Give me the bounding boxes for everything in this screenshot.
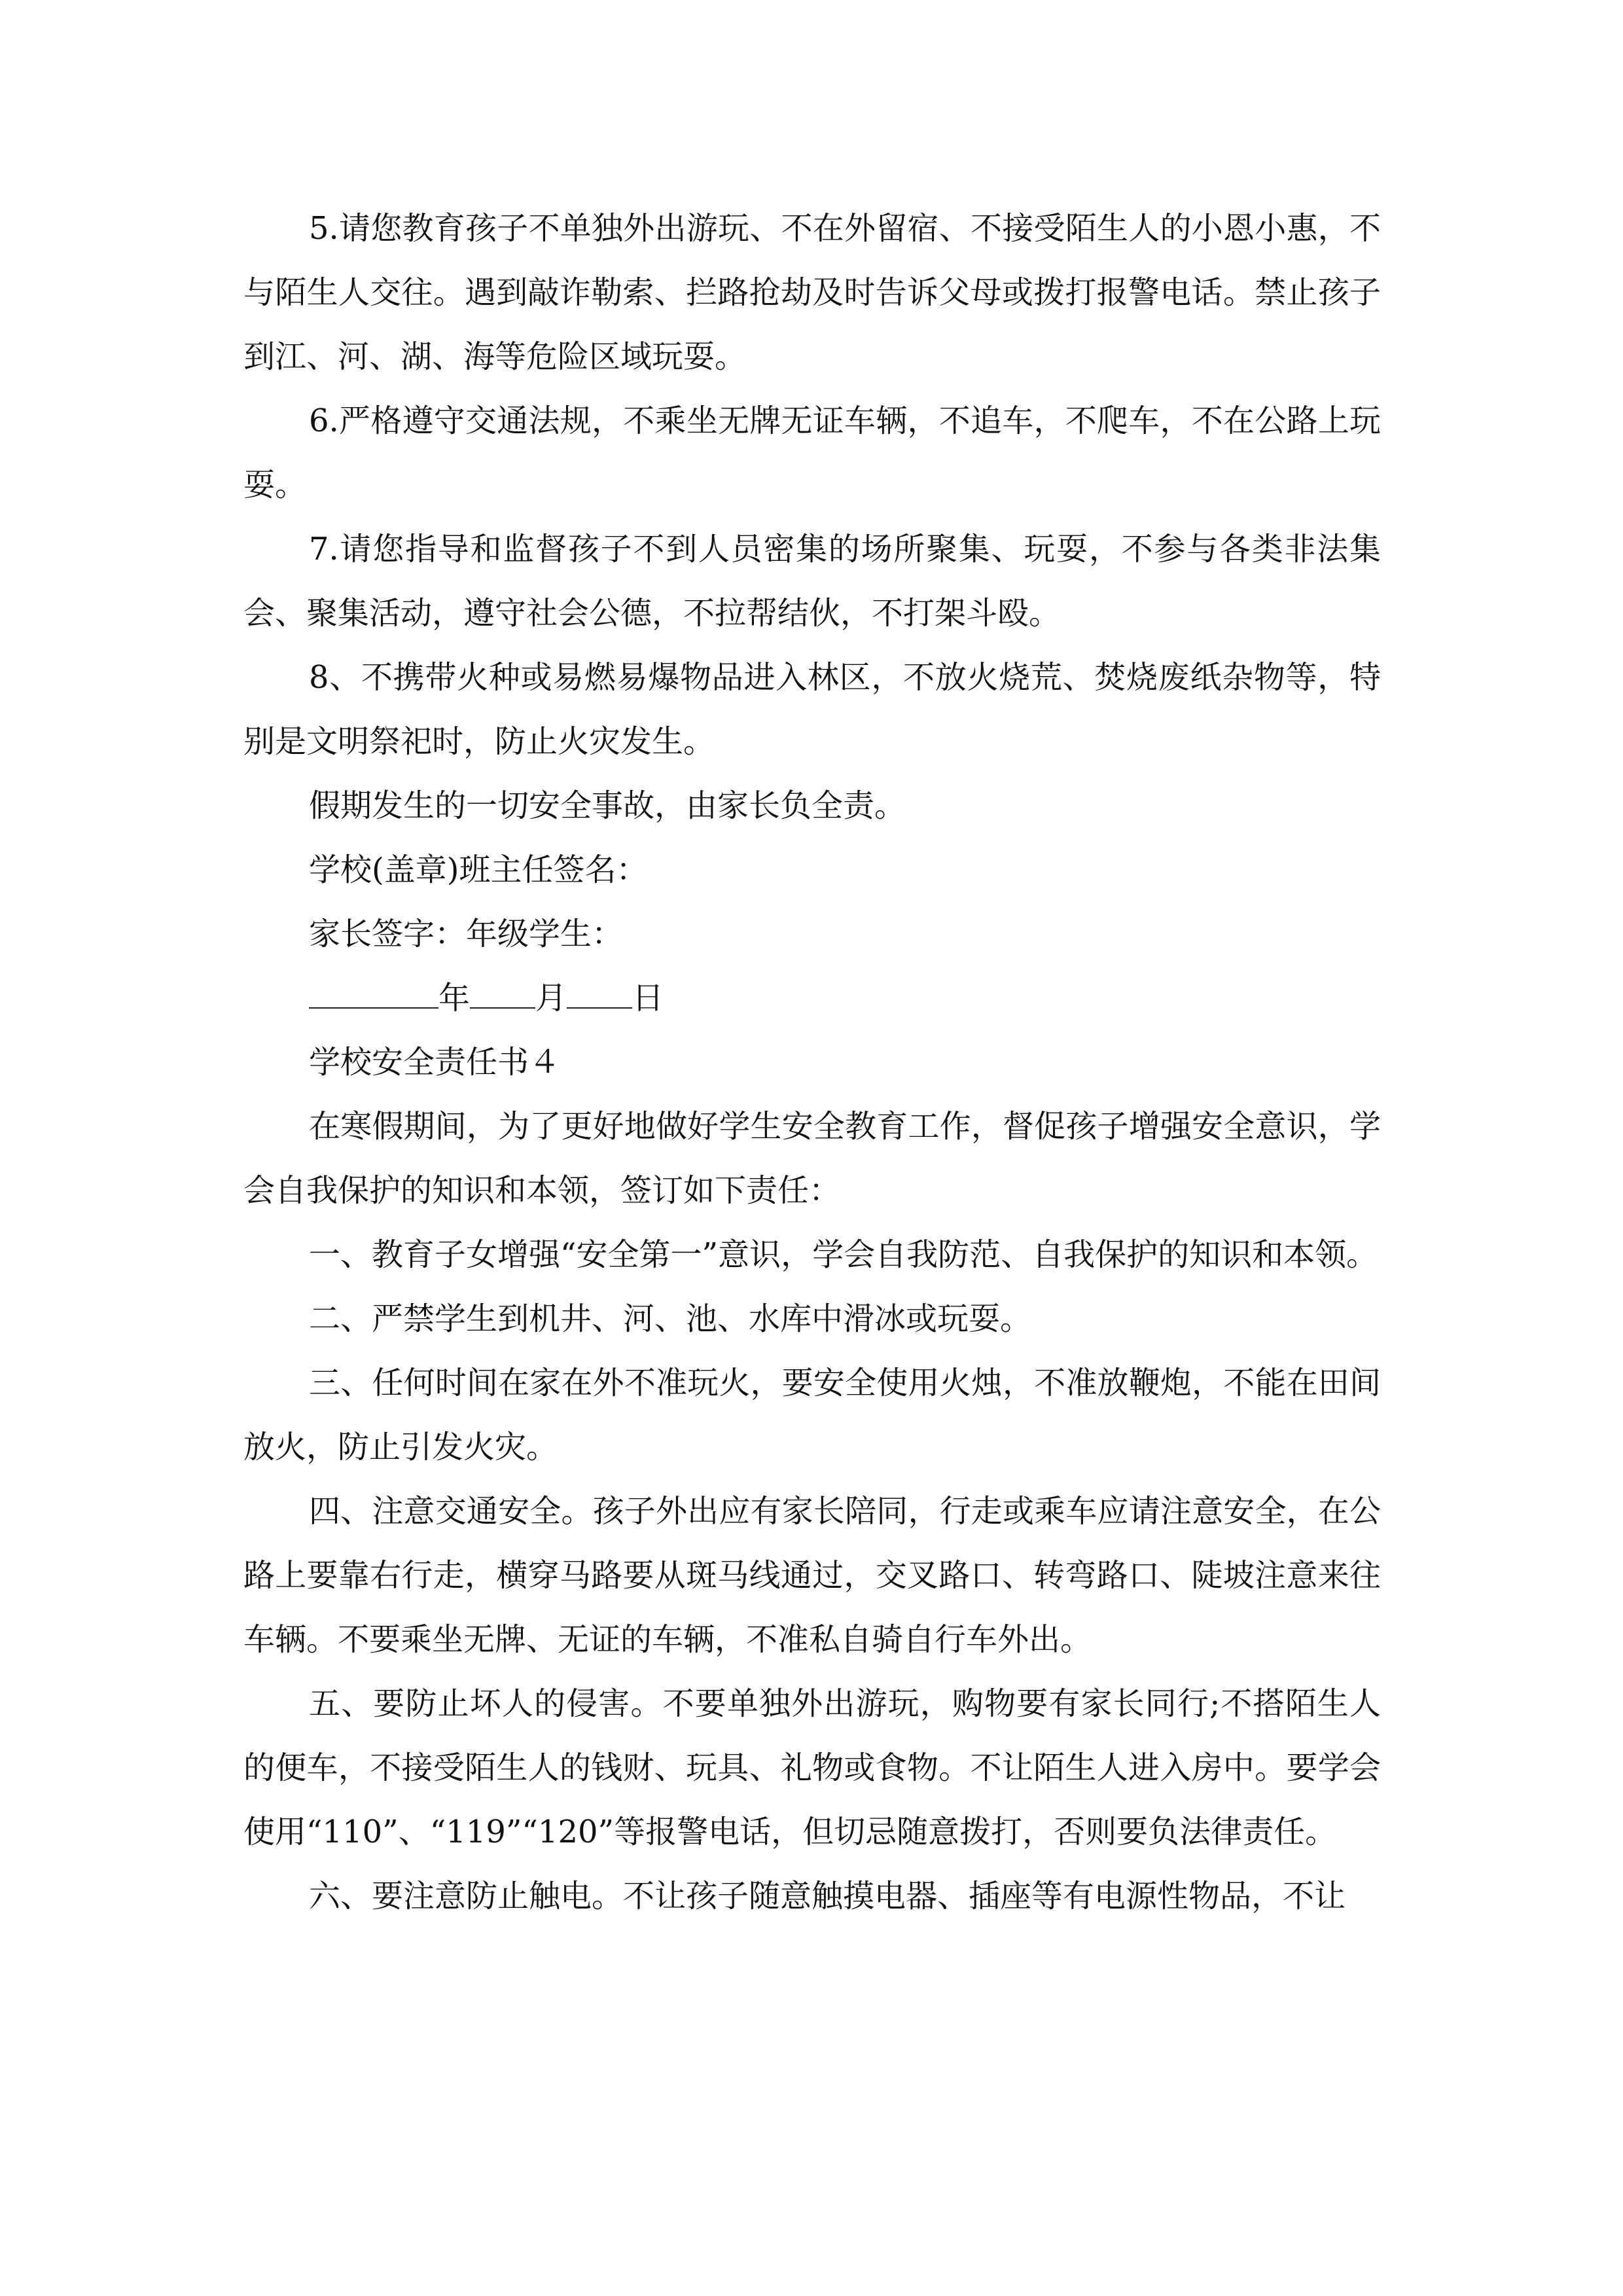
- section-intro: 在寒假期间，为了更好地做好学生安全教育工作，督促孩子增强安全意识，学会自我保护的知识和本领，签订如下责任：: [243, 1108, 1381, 1209]
- paragraph-item-5: 5.请您教育孩子不单独外出游玩、不在外留宿、不接受陌生人的小恩小惠，不与陌生人交往。遇到敲诈勒索、拦路抢劫及时告诉父母或拨打报警电话。禁止孩子到江、河、湖、海等危险区域玩耍。: [243, 210, 1381, 375]
- paragraph-item-7: 7.请您指导和监督孩子不到人员密集的场所聚集、玩耍，不参与各类非法集会、聚集活动，遵守社会公德，不拉帮结伙，不打架斗殴。: [243, 531, 1381, 632]
- responsibility-item-4: 四、注意交通安全。孩子外出应有家长陪同，行走或乘车应请注意安全，在公路上要靠右行走，横穿马路要从斑马线通过，交叉路口、转弯路口、陡坡注意来往车辆。不要乘坐无牌、无证的车辆，不准私自骑自行车外出。: [243, 1493, 1381, 1658]
- date-line: [243, 966, 1381, 1030]
- document-body: [243, 196, 1381, 1928]
- paragraph-item-8: 8、不携带火种或易燃易爆物品进入林区，不放火烧荒、焚烧废纸杂物等，特别是文明祭祀时，防止火灾发生。: [243, 659, 1381, 760]
- responsibility-item-3: 三、任何时间在家在外不准玩火，要安全使用火烛，不准放鞭炮，不能在田间放火，防止引发火灾。: [243, 1365, 1381, 1465]
- school-signature-line: 学校(盖章)班主任签名：: [309, 852, 648, 888]
- liability-statement: 假期发生的一切安全事故，由家长负全责。: [309, 787, 906, 824]
- responsibility-item-1: 一、教育子女增强“安全第一”意识，学会自我防范、自我保护的知识和本领。: [309, 1236, 1378, 1273]
- responsibility-item-2: 二、严禁学生到机井、河、池、水库中滑冰或玩耍。: [309, 1300, 1032, 1337]
- responsibility-item-6: 六、要注意防止触电。不让孩子随意触摸电器、插座等有电源性物品，不让: [309, 1878, 1346, 1914]
- year-label: 年: [438, 980, 471, 1016]
- day-blank: [567, 975, 632, 1009]
- responsibility-item-5: 五、要防止坏人的侵害。不要单独外出游玩，购物要有家长同行;不搭陌生人的便车，不接受陌生人的钱财、玩具、礼物或食物。不让陌生人进入房中。要学会使用“110”、“119”“120”等报警电话，但切忌随意拨打，否则要负法律责任。: [243, 1685, 1381, 1850]
- month-blank: [470, 975, 535, 1009]
- paragraph-item-6: 6.严格遵守交通法规，不乘坐无牌无证车辆，不追车，不爬车，不在公路上玩耍。: [243, 403, 1381, 503]
- year-blank: [309, 975, 438, 1009]
- month-label: 月: [535, 980, 567, 1016]
- parent-signature-line: 家长签字：年级学生：: [309, 916, 624, 952]
- section-title: 学校安全责任书４: [309, 1044, 561, 1081]
- day-label: 日: [632, 980, 664, 1016]
